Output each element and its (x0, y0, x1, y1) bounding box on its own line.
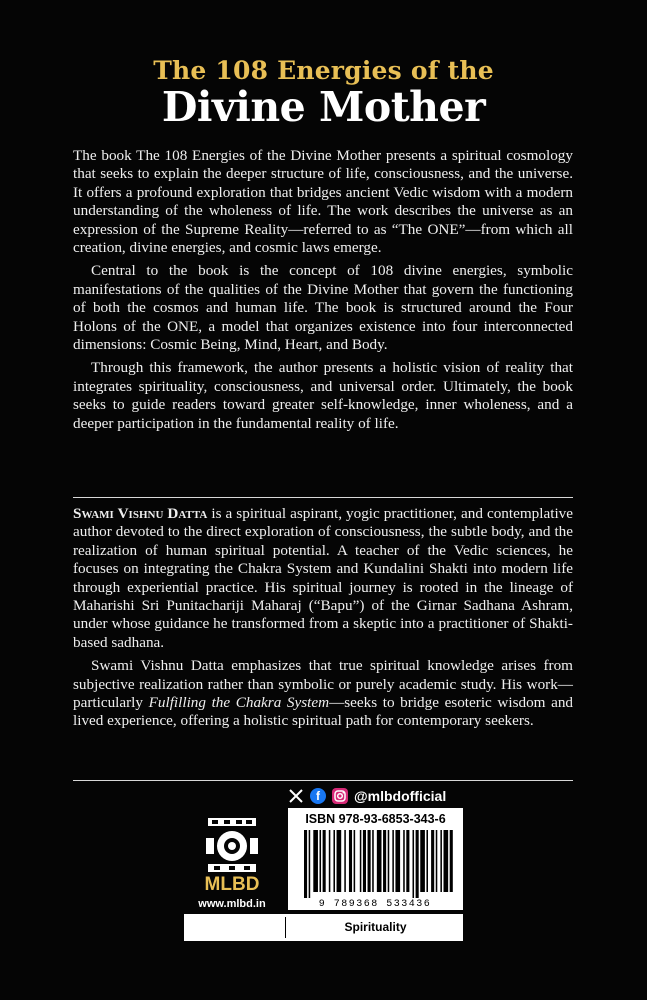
barcode-bar (372, 830, 374, 892)
author-paragraph-2-start: Swami Vishnu Datta emphasizes that true spiritual knowledge arises from subjective realization rather than symbolic or purely academic study. His work—particularly (73, 657, 573, 712)
barcode-bar (383, 830, 386, 892)
category-label: Spirituality (344, 920, 407, 934)
barcode-bar (337, 830, 342, 892)
barcode-bar (395, 830, 400, 892)
author-name: Swami Vishnu Datta (73, 505, 208, 522)
author-bio (73, 505, 573, 736)
barcode-bar (388, 830, 390, 892)
author-paragraph-2-end: —seeks to bridge esoteric wisdom and lived experience, offering a holistic spiritual path for contemporary seekers. (73, 694, 574, 730)
barcode-bar (363, 830, 366, 892)
divider-bottom (73, 780, 573, 781)
barcode-bar (313, 830, 318, 892)
barcode-bar (431, 830, 434, 892)
barcode-bar (450, 830, 453, 892)
social-links (288, 785, 446, 807)
mlbd-emblem-icon (202, 814, 262, 878)
barcode-bar (344, 830, 346, 892)
description-paragraph-2: Central to the book is the concept of 108 divine energies, symbolic manifestations of the qualities of the Divine Mother that govern the functioning of both the cosmos and human life. The book is structured around the Four Holons of the ONE, a model that organizes existence into four interconnected dimensions: Cosmic Being, Mind, Heart, and Body. (73, 262, 573, 354)
author-paragraph-1-text: is a spiritual aspirant, yogic practitioner, and contemplative author devoted to the direct exploration of consciousness, the subtle body, and the realization of human spiritual potential. A teacher of the Vedic sciences, he focuses on integrating the Chakra System and Kundalini Shakti into modern life through experiential practice. His spiritual journey is rooted in the lineage of Maharishi Sri Punitachariji Maharaj (“Bapu”) of the Girnar Sadhana Ashram, under whose guidance he transformed from a skeptic into a practitioner of Shakti-based sadhana. (73, 505, 573, 651)
barcode-graphic (294, 830, 457, 908)
category-divider (285, 917, 286, 938)
barcode-bar (440, 830, 442, 892)
book-title-italic: Fulfilling the Chakra System (148, 694, 330, 712)
title-line-2: Divine Mother (161, 83, 486, 131)
barcode-bar (416, 830, 419, 898)
barcode-bar (304, 830, 307, 898)
barcode-bar (323, 830, 326, 892)
divider-top (73, 497, 573, 498)
barcode-bar (320, 830, 322, 892)
barcode-bar (392, 830, 394, 892)
barcode-bar (436, 830, 438, 892)
barcode-bar (377, 830, 382, 892)
publisher-website[interactable]: www.mlbd.in (198, 898, 266, 910)
barcode-bar (360, 830, 362, 892)
x-icon[interactable] (288, 788, 304, 804)
barcode-bar (403, 830, 405, 892)
barcode-bar (444, 830, 449, 892)
publisher-logo-text: MLBD (204, 874, 260, 895)
author-paragraph-2 (73, 657, 573, 731)
barcode-bar (406, 830, 409, 892)
barcode-bar (420, 830, 425, 892)
category-bar (184, 914, 463, 941)
barcode-bar (329, 830, 331, 892)
title-line-1: The 108 Energies of the (153, 56, 494, 85)
book-description (73, 147, 573, 438)
description-paragraph-1: The book The 108 Energies of the Divine Mother presents a spiritual cosmology that seeks to explain the deeper structure of life, consciousness, and the universe. It offers a profound exploration that bridges ancient Vedic wisdom with a modern understanding of the wholeness of life. The work describes the universe as an expression of the Supreme Reality—referred to as “The ONE”—from which all creation, divine energies, and cosmic laws emerge. (73, 147, 573, 257)
barcode-bar (309, 830, 311, 898)
author-paragraph-1 (73, 505, 573, 652)
barcode-bar (349, 830, 352, 892)
facebook-icon[interactable]: f (310, 788, 326, 804)
barcode-bar (368, 830, 371, 892)
barcode-digits: 9 789368 533436 (318, 899, 432, 908)
description-paragraph-3: Through this framework, the author presents a holistic vision of reality that integrates spirituality, consciousness, and universal order. Ultimately, the book seeks to guide readers toward greater self-knowledge, inner wholeness, and a deeper participation in the fundamental reality of life. (73, 359, 573, 432)
isbn-label: ISBN 978-93-6853-343-6 (305, 812, 446, 826)
isbn-barcode (288, 808, 463, 910)
barcode-bar (426, 830, 428, 892)
social-handle[interactable]: @mlbdofficial (354, 788, 447, 804)
barcode-bar (333, 830, 335, 892)
barcode-bar (413, 830, 415, 898)
publisher-logo (184, 812, 280, 912)
barcode-bar (354, 830, 356, 892)
instagram-icon[interactable] (332, 788, 348, 804)
